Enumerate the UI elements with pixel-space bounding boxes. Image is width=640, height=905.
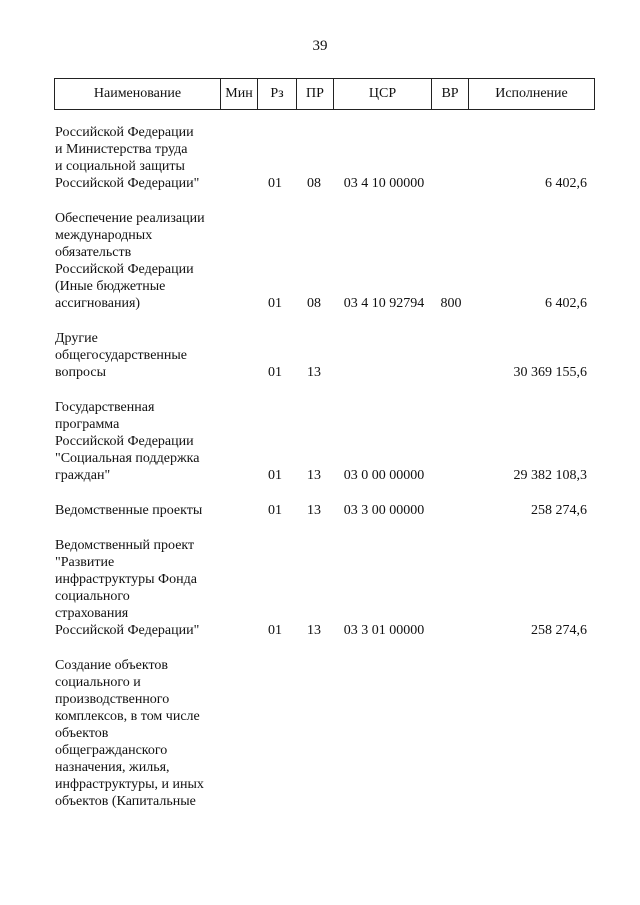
cell-pr: 08 [307, 176, 321, 191]
name-line: Обеспечение реализации [55, 211, 205, 226]
header-amount: Исполнение [469, 79, 595, 110]
name-line: Государственная [55, 400, 155, 415]
header-pr: ПР [297, 79, 334, 110]
cell-pr: 13 [307, 468, 321, 483]
cell-pr: 13 [307, 503, 321, 518]
cell-amount: 30 369 155,6 [513, 365, 587, 380]
row-name [55, 124, 225, 192]
name-line: граждан" [55, 468, 111, 483]
name-line: обязательств [55, 245, 132, 260]
table-row [0, 330, 640, 381]
header-rz: Рз [258, 79, 297, 110]
cell-amount: 29 382 108,3 [513, 468, 587, 483]
cell-rz: 01 [268, 503, 282, 518]
name-line: Российской Федерации [55, 262, 194, 277]
header-csr: ЦСР [334, 79, 432, 110]
cell-amount: 258 274,6 [531, 623, 587, 638]
cell-csr: 03 4 10 92794 [343, 296, 425, 311]
row-name [55, 399, 225, 484]
row-name [55, 537, 225, 639]
name-line: международных [55, 228, 153, 243]
name-line: инфраструктуры, и иных [55, 777, 204, 792]
name-line: "Социальная поддержка [55, 451, 200, 466]
table-body [0, 124, 640, 828]
table-row [0, 399, 640, 484]
name-line: производственного [55, 692, 170, 707]
row-name [55, 502, 225, 519]
name-line: инфраструктуры Фонда [55, 572, 197, 587]
name-line: ассигнования) [55, 296, 141, 311]
name-line: Другие [55, 331, 98, 346]
header-min: Мин [221, 79, 258, 110]
cell-rz: 01 [268, 468, 282, 483]
name-line: "Развитие [55, 555, 115, 570]
name-line: назначения, жилья, [55, 760, 170, 775]
name-line: страхования [55, 606, 129, 621]
name-line: Российской Федерации" [55, 623, 200, 638]
name-line: Создание объектов [55, 658, 169, 673]
header-name: Наименование [55, 79, 221, 110]
cell-csr: 03 0 00 00000 [343, 468, 425, 483]
cell-pr: 13 [307, 365, 321, 380]
cell-pr: 13 [307, 623, 321, 638]
page-number: 39 [312, 38, 328, 54]
cell-pr: 08 [307, 296, 321, 311]
header-vr: ВР [432, 79, 469, 110]
cell-csr: 03 3 01 00000 [343, 623, 425, 638]
name-line: социального [55, 589, 130, 604]
cell-amount: 6 402,6 [545, 296, 587, 311]
cell-rz: 01 [268, 623, 282, 638]
table-row [0, 537, 640, 639]
table-row [0, 210, 640, 312]
row-name [55, 657, 225, 810]
name-line: общегражданского [55, 743, 168, 758]
cell-rz: 01 [268, 176, 282, 191]
name-line: и Министерства труда [55, 142, 188, 157]
name-line: общегосударственные [55, 348, 188, 363]
table-header [54, 78, 595, 110]
name-line: программа [55, 417, 120, 432]
row-name [55, 330, 225, 381]
cell-rz: 01 [268, 365, 282, 380]
name-line: вопросы [55, 365, 106, 380]
cell-amount: 6 402,6 [545, 176, 587, 191]
row-name [55, 210, 225, 312]
table-row [0, 657, 640, 810]
name-line: Российской Федерации [55, 125, 194, 140]
cell-rz: 01 [268, 296, 282, 311]
name-line: объектов [55, 726, 109, 741]
cell-csr: 03 4 10 00000 [343, 176, 425, 191]
name-line: социального и [55, 675, 141, 690]
cell-amount: 258 274,6 [531, 503, 587, 518]
name-line: Российской Федерации" [55, 176, 200, 191]
cell-csr: 03 3 00 00000 [343, 503, 425, 518]
table-row [0, 124, 640, 192]
name-line: комплексов, в том числе [55, 709, 200, 724]
name-line: Ведомственный проект [55, 538, 195, 553]
name-line: Российской Федерации [55, 434, 194, 449]
name-line: (Иные бюджетные [55, 279, 166, 294]
name-line: и социальной защиты [55, 159, 185, 174]
name-line: объектов (Капитальные [55, 794, 196, 809]
name-line: Ведомственные проекты [55, 503, 203, 518]
cell-vr: 800 [440, 296, 462, 311]
table-row [0, 502, 640, 519]
